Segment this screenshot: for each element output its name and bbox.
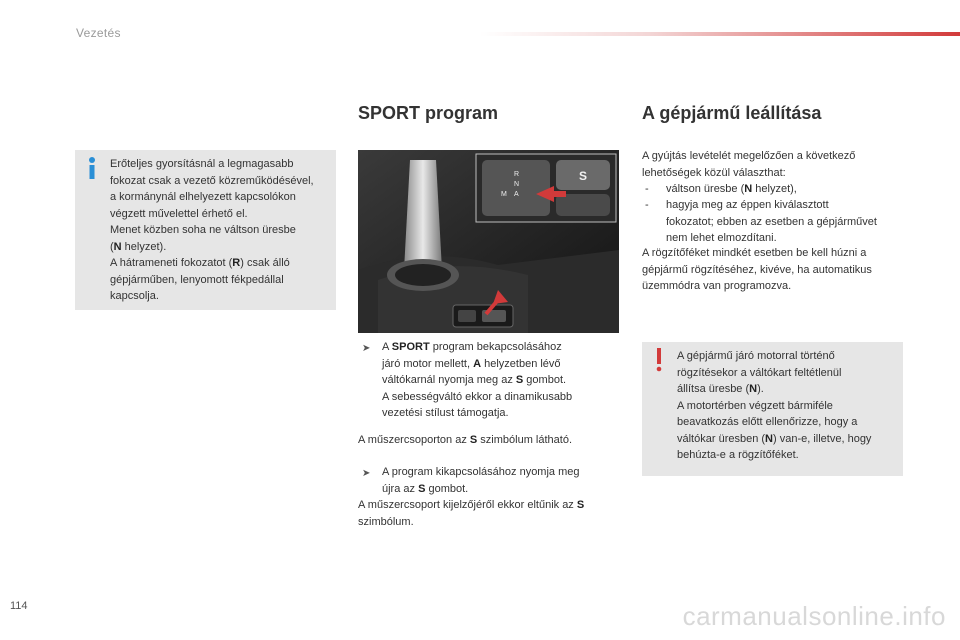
gear-selector-photo [358, 150, 619, 333]
t: A [382, 341, 392, 353]
dash-1: - [645, 183, 649, 195]
section-title: Vezetés [76, 26, 121, 40]
stop-option-2: hagyja meg az éppen kiválasztott fokozatot; ebben az esetben a gépjárművet nem lehet elmozdítani. [666, 199, 877, 244]
t: helyzet), [752, 183, 797, 195]
sport-paragraph-2 [358, 432, 618, 449]
t: szimbólum látható. [477, 434, 572, 446]
t: ). A motortérben végzett bármiféle beavatkozás előtt ellenőrizze, hogy a váltókar üresben ( [677, 383, 858, 445]
info-icon [87, 156, 97, 180]
arrow-bullet-icon: ➤ [362, 468, 371, 479]
t: járó motor mellett, [382, 357, 474, 370]
stop-handbrake-note: A rögzítőféket mindkét esetben be kell húzni a gépjármű rögzítéséhez, kivéve, ha automatikus üzemmódra van programozva. [642, 247, 872, 292]
exclamation-icon [654, 348, 664, 372]
dash-2: - [645, 199, 649, 211]
t: helyzetben lévő [481, 357, 561, 370]
info-r-prefix: A hátrameneti fokozatot ( [110, 257, 233, 269]
info-note-box [75, 150, 336, 310]
sport-button-label: S [579, 169, 588, 183]
t: újra az [382, 482, 419, 495]
page-number: 114 [10, 600, 28, 612]
watermark: carmanualsonline.info [682, 601, 946, 631]
sport-paragraph-3 [358, 497, 620, 530]
sport-bullet-1 [382, 339, 618, 422]
arrow-bullet-icon: ➤ [362, 343, 371, 354]
info-n: N [113, 240, 122, 253]
position-a: A [473, 357, 482, 370]
t: gombot. [523, 374, 567, 386]
gear-label-m: M [501, 191, 507, 198]
t: A műszercsoport kijelzőjéről ekkor eltűnik az [358, 499, 577, 511]
t: A műszercsoporton az [358, 434, 470, 446]
t: A program kikapcsolásához nyomja meg [382, 466, 580, 478]
gear-label-a: A [514, 191, 519, 198]
header-accent-bar [480, 32, 960, 36]
info-r-suffix: ) csak álló [240, 257, 290, 269]
info-text-2: Menet közben soha ne váltson üresbe [110, 224, 296, 236]
s-keyword: S [418, 482, 426, 495]
t: A gépjármű járó motorral történő rögzítésekor a váltókart feltétlenül állítsa üresbe ( [677, 350, 842, 395]
info-r: R [232, 257, 241, 269]
s-keyword: S [576, 499, 585, 511]
info-r-rest: gépjárműben, lenyomott fékpedállal kapcsolja. [110, 273, 284, 302]
t: A sebességváltó ekkor a dinamikusabb vezetési stílust támogatja. [382, 390, 573, 419]
warning-note-text [677, 348, 899, 464]
t: program bekapcsolásához [429, 341, 562, 353]
info-note-text [110, 156, 330, 305]
n-keyword: N [744, 183, 753, 195]
gear-selector-illustration [358, 150, 619, 333]
info-paren: ( [110, 240, 114, 253]
s-keyword: S [515, 374, 524, 386]
n-keyword: N [749, 383, 758, 395]
s-keyword: S [469, 434, 478, 446]
stop-intro: A gyújtás levételét megelőzően a következő lehetőségek közül választhat: [642, 150, 856, 179]
info-text-1: Erőteljes gyorsításnál a legmagasabb fokozat csak a vezető közreműködésével, a kormánynál elhelyezett kapcsolókon végzett művelettel érhető el. [110, 158, 314, 220]
gear-label-r: R [514, 171, 520, 178]
info-n-suffix: helyzet). [121, 240, 167, 253]
t: gombot. [425, 482, 469, 495]
n-keyword: N [765, 432, 773, 445]
sport-keyword: SPORT [391, 341, 430, 353]
t: váltson üresbe ( [666, 183, 745, 195]
stop-heading: A gépjármű leállítása [642, 103, 822, 123]
warning-note-box [642, 342, 903, 476]
sport-bullet-2 [382, 464, 618, 497]
t: váltókarnál nyomja meg az [382, 374, 516, 386]
t: szimbólum. [358, 515, 414, 528]
gear-label-n: N [514, 181, 520, 188]
sport-heading: SPORT program [358, 103, 499, 123]
stop-option-1 [666, 181, 906, 198]
t: ) van-e, illetve, hogy behúzta-e a rögzítőféket. [677, 432, 872, 461]
